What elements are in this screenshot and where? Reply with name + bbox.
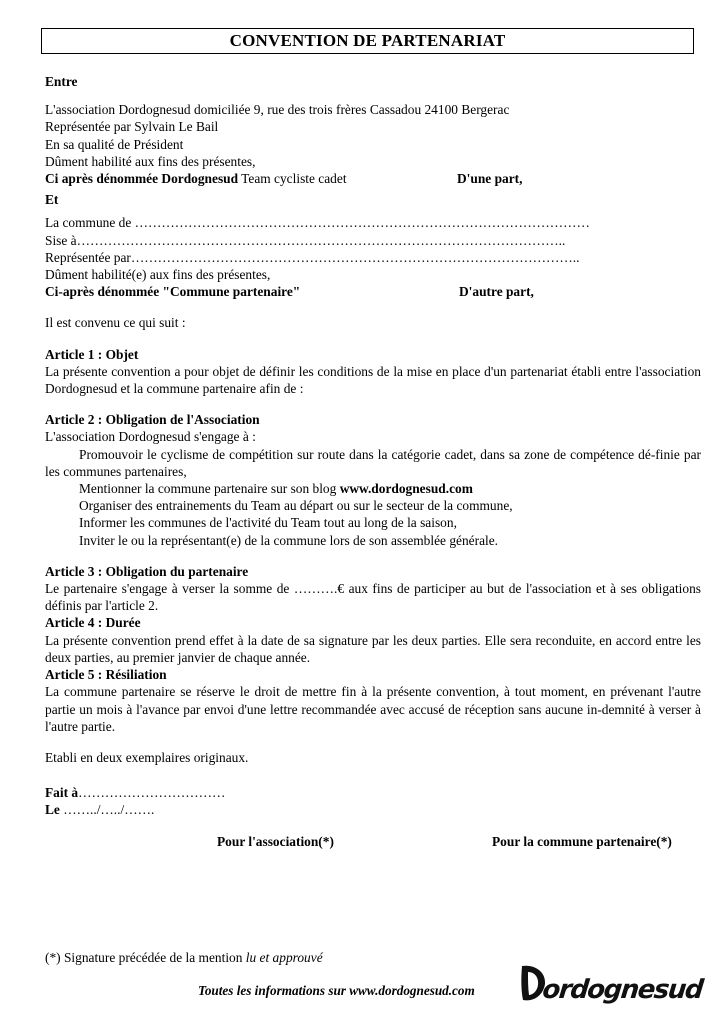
article-2-item: Inviter le ou la représentant(e) de la commune lors de son assemblée générale. [79,532,499,548]
article-3-body: Le partenaire s'engage à verser la somme de ……….€ aux fins de participer au but de l'association et à ses obligations définis par l'article 2. [45,581,701,614]
logo-graphic [519,958,704,1006]
association-address: L'association Dordognesud domiciliée 9, rue des trois frères Cassadou 24100 Bergerac [45,102,510,118]
footer-text: Toutes les informations sur www.dordognesud.com [198,983,475,998]
article-3-heading: Article 3 : Obligation du partenaire [45,563,249,579]
article-2-item: Promouvoir le cyclisme de compétition sur route dans la catégorie cadet, dans sa zone de compétence dé-finie par les communes partenaires, [45,446,701,479]
article-2-item: Organiser des entrainements du Team au départ ou sur le secteur de la commune, [79,498,513,514]
article-1-heading: Article 1 : Objet [45,346,139,362]
svg-text:ordognesud: ordognesud [541,975,704,1005]
commune-named-row [45,283,701,300]
fait-dots: …………………………… [78,785,226,801]
le-field [45,801,701,818]
association-named-suffix: Team cycliste cadet [238,171,347,187]
entre-heading: Entre [45,74,78,89]
association-role: En sa qualité de Président [45,136,184,152]
le-label: Le [45,802,60,818]
convenu-text: Il est convenu ce qui suit : [45,315,186,331]
association-named: Ci après dénommée Dordognesud [45,171,239,187]
article-2-item: Informer les communes de l'activité du Team tout au long de la saison, [79,515,457,531]
association-named-row [45,170,701,187]
autre-part-label: D'autre part, [459,284,534,300]
article-2-heading: Article 2 : Obligation de l'Association [45,412,260,428]
blog-link[interactable]: www.dordognesud.com [339,481,473,497]
association-signature-label: Pour l'association(*) [217,834,334,849]
footnote-italic: lu et approuvé [245,950,323,965]
article-1-body: La présente convention a pour objet de définir les conditions de la mise en place d'un partenariat établi entre l'association Dordognesud et la commune partenaire afin de : [45,363,701,397]
footnote-text: (*) Signature précédée de la mention [45,950,246,965]
representee-field: Représentée par……………………………………………………………………………………….. [45,249,580,265]
commune-field: La commune de ………………………………………………………………………………………… [45,215,590,231]
document-body [45,73,701,819]
article-2-intro: L'association Dordognesud s'engage à : [45,429,256,445]
article-5-body: La commune partenaire se réserve le droit de mettre fin à la présente convention, à tout moment, en prévenant l'autre partie un mois à l'avance par envoi d'une lettre recommandée avec accusé de réception sans aucune in-demnité à verser à l'autre partie. [45,684,701,734]
et-heading: Et [45,192,59,208]
commune-signature-label: Pour la commune partenaire(*) [492,834,672,849]
signature-row [0,834,723,852]
sise-field: Sise à……………………………………………………………………………………………….. [45,232,566,248]
fait-field [45,784,701,801]
fait-label: Fait à [45,785,79,801]
article-4-body: La présente convention prend effet à la date de sa signature par les deux parties. Elle sera reconduite, en accord entre les deux parties, au premier janvier de chaque année. [45,632,701,665]
dordognesud-logo [519,958,704,1010]
article-2-item [45,480,701,497]
association-habilite: Dûment habilité aux fins des présentes, [45,153,256,169]
article-5-heading: Article 5 : Résiliation [45,667,167,683]
association-representative: Représentée par Sylvain Le Bail [45,119,219,135]
le-dots: ……../…../……. [59,802,155,818]
commune-habilite: Dûment habilité(e) aux fins des présentes, [45,267,271,283]
article-4-heading: Article 4 : Durée [45,615,141,631]
footnote [45,950,323,966]
etabli-text: Etabli en deux exemplaires originaux. [45,749,249,765]
commune-named: Ci-après dénommée "Commune partenaire" [45,284,301,300]
document-title: CONVENTION DE PARTENARIAT [41,28,694,54]
article-2-item-text: Mentionner la commune partenaire sur son blog [79,481,340,497]
une-part-label: D'une part, [457,171,523,187]
